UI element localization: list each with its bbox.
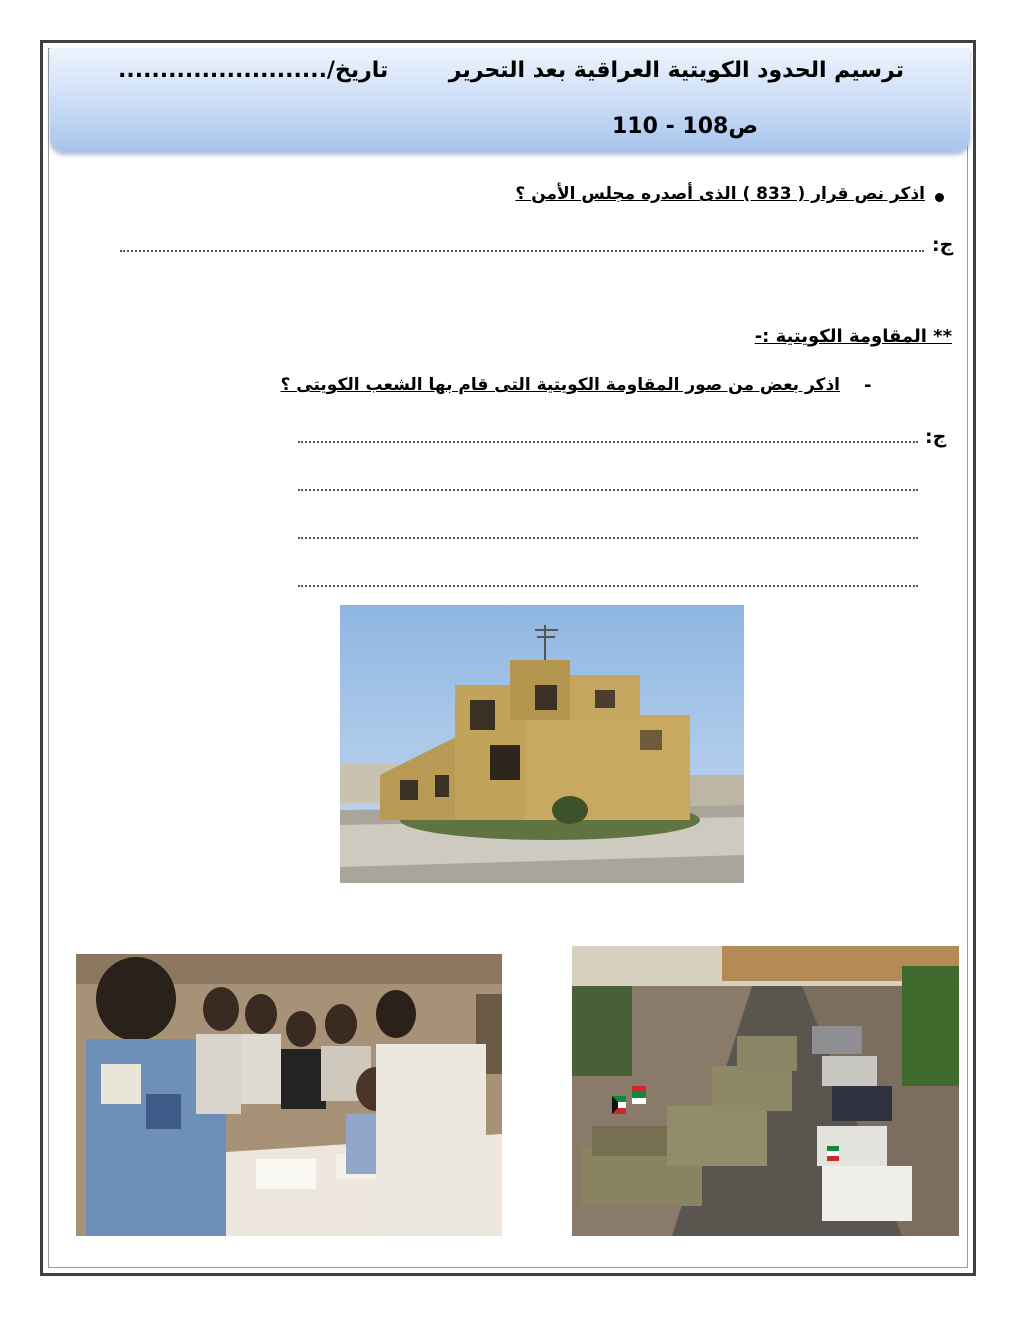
question-1: اذكر نص قرار ( 833 ) الذى أصدره مجلس الأمن ؟ [515,184,925,204]
answer-2-line-2[interactable] [298,489,918,491]
page-title: ترسيم الحدود الكويتية العراقية بعد التحرير [448,58,904,83]
section-heading: ** المقاومة الكويتية :- [754,326,952,347]
answer-2-line-4[interactable] [298,585,918,587]
dash-marker: - [864,375,872,396]
answer-1-line[interactable] [120,250,924,252]
bullet-icon [935,193,944,202]
damaged-building-photo [340,605,744,883]
page-range: ص108 - 110 [612,114,758,139]
people-table-photo [76,954,502,1236]
convoy-photo [572,946,959,1236]
answer-2-label: ج: [925,426,947,448]
answer-2-line-1[interactable] [298,441,918,443]
answer-1-label: ج: [932,234,954,256]
answer-2-line-3[interactable] [298,537,918,539]
question-2: اذكر بعض من صور المقاومة الكويتية التى قام بها الشعب الكويتى ؟ [280,375,840,395]
date-field: تاريخ/......................... [118,58,389,83]
